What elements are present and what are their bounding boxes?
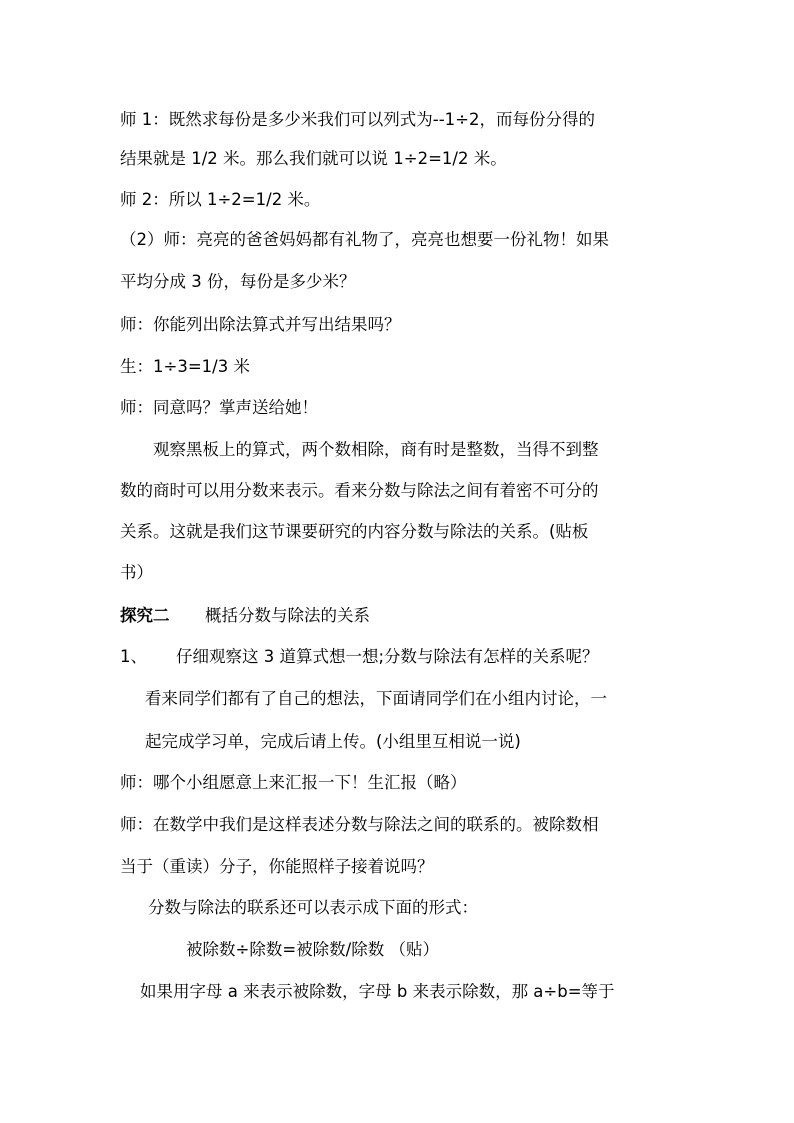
paragraph-line: 师：同意吗？掌声送给她！ bbox=[120, 398, 318, 417]
paragraph-line: 结果就是 1/2 米。那么我们就可以说 1÷2=1/2 米。 bbox=[120, 149, 507, 168]
paragraph-line: 关系。这就是我们这节课要研究的内容分数与除法的关系。(贴板 bbox=[120, 522, 589, 541]
paragraph-line: 数的商时可以用分数来表示。看来分数与除法之间有着密不可分的 bbox=[120, 481, 599, 500]
list-number: 1、 bbox=[120, 647, 147, 666]
paragraph-line: （2）师：亮亮的爸爸妈妈都有礼物了，亮亮也想要一份礼物！如果 bbox=[120, 230, 609, 249]
section-title: 概括分数与除法的关系 bbox=[205, 606, 370, 625]
paragraph-line: 起完成学习单，完成后请上传。(小组里互相说一说) bbox=[145, 732, 521, 751]
paragraph-line: 生：1÷3=1/3 米 bbox=[120, 357, 250, 376]
paragraph-line: 分数与除法的联系还可以表示成下面的形式： bbox=[148, 898, 478, 917]
paragraph-line: 当于（重读）分子，你能照样子接着说吗？ bbox=[120, 857, 434, 876]
paragraph-line: 观察黑板上的算式，两个数相除，商有时是整数，当得不到整 bbox=[153, 440, 599, 459]
paragraph-line: 书） bbox=[120, 563, 153, 582]
paragraph-line: 师：你能列出除法算式并写出结果吗？ bbox=[120, 315, 401, 334]
paragraph-line: 看来同学们都有了自己的想法，下面请同学们在小组内讨论，一 bbox=[145, 689, 607, 708]
paragraph-line: 师：哪个小组愿意上来汇报一下！生汇报（略） bbox=[120, 773, 467, 792]
list-item: 仔细观察这 3 道算式想一想;分数与除法有怎样的关系呢？ bbox=[176, 647, 599, 666]
paragraph-line: 师 2：所以 1÷2=1/2 米。 bbox=[120, 190, 321, 209]
formula-line: 被除数÷除数=被除数/除数 （贴） bbox=[186, 940, 439, 959]
section-heading: 探究二 bbox=[120, 606, 170, 625]
paragraph-line: 师 1：既然求每份是多少米我们可以列式为--1÷2，而每份分得的 bbox=[120, 110, 595, 129]
paragraph-line: 平均分成 3 份，每份是多少米？ bbox=[120, 272, 356, 291]
paragraph-line: 如果用字母 a 来表示被除数，字母 b 来表示除数，那 a÷b=等于 bbox=[140, 982, 615, 1001]
paragraph-line: 师：在数学中我们是这样表述分数与除法之间的联系的。被除数相 bbox=[120, 815, 599, 834]
